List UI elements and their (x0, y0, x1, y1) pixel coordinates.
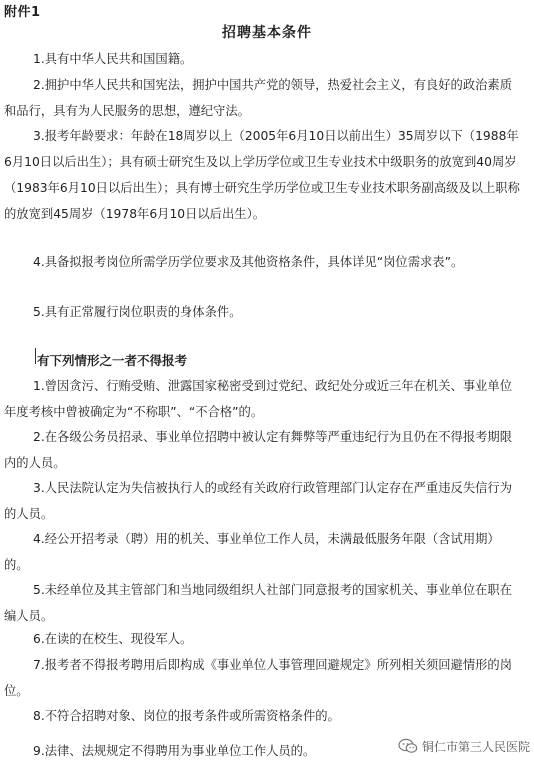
exclusion-item-2: 2.在各级公务员招录、事业单位招聘中被认定有舞弊等严重违纪行为且仍在不得报考期限内的人员。 (4, 430, 513, 470)
condition-item-5: 5.具有正常履行岗位职责的身体条件。 (33, 305, 242, 319)
exclusion-item-6: 6.在读的在校生、现役军人。 (33, 632, 193, 646)
attachment-label: 附件1 (4, 5, 41, 20)
condition-item-3: 3.报考年龄要求：年龄在18周岁以上（2005年6月10日以前出生）35周岁以下（1988年6月10日以后出生）；具有硕士研究生及以上学历学位或卫生专业技术中级职务的放宽到40周岁（1983年6月10日以后出生）；具有博士研究生学历学位或卫生专业技术职务副高级及以上职称的放宽到45周岁（1978年6月10日以后出生）。 (4, 129, 520, 221)
exclusion-item-5: 5.未经单位及其主管部门和当地同级组织人社部门同意报考的国家机关、事业单位在职在编人员。 (4, 583, 513, 623)
wechat-icon (398, 738, 418, 754)
watermark (398, 735, 530, 757)
exclusion-item-4: 4.经公开招考录（聘）用的机关、事业单位工作人员，未满最低服务年限（含试用期）的。 (4, 532, 500, 572)
document-title: 招聘基本条件 (222, 25, 312, 41)
text-cursor (35, 348, 36, 364)
exclusion-item-8: 8.不符合招聘对象、岗位的报考条件或所需资格条件的。 (33, 709, 340, 723)
exclusion-item-3: 3.人民法院认定为失信被执行人的或经有关政府行政管理部门认定存在严重违反失信行为的人员。 (4, 481, 513, 521)
exclusion-section-title: 有下列情形之一者不得报考 (37, 353, 188, 368)
condition-item-1: 1.具有中华人民共和国国籍。 (33, 52, 193, 66)
watermark-text: 铜仁市第三人民医院 (421, 739, 530, 754)
exclusion-item-1: 1.曾因贪污、行贿受贿、泄露国家秘密受到过党纪、政纪处分或近三年在机关、事业单位年度考核中曾被确定为“不称职”、“不合格”的。 (4, 379, 513, 419)
exclusion-item-9: 9.法律、法规规定不得聘用为事业单位工作人员的。 (33, 744, 316, 758)
condition-item-2: 2.拥护中华人民共和国宪法，拥护中国共产党的领导，热爱社会主义，有良好的政治素质和品行，具有为人民服务的思想，遵纪守法。 (4, 78, 513, 118)
condition-item-4: 4.具备拟报考岗位所需学历学位要求及其他资格条件，具体详见“岗位需求表”。 (33, 255, 464, 269)
exclusion-item-7: 7.报考者不得报考聘用后即构成《事业单位人事管理回避规定》所列相关须回避情形的岗位。 (4, 658, 513, 698)
